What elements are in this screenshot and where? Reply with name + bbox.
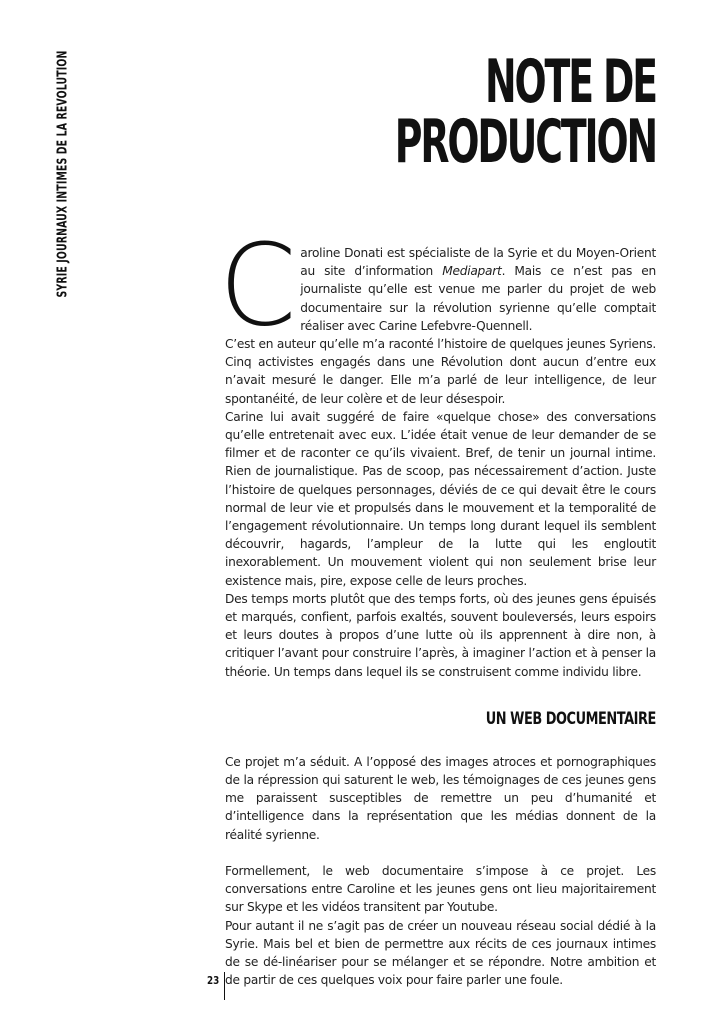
section-paragraph: Ce projet m’a séduit. A l’opposé des images atroces et pornographiques de la répression qui saturent le web, les témoignages de ces jeunes gens me paraissent susceptibles de remettre un peu d’humanité et d’intelligence dans la représentation que les médias donnent de la réalité syrienne.	[225, 754, 656, 842]
body-paragraph: C’est en auteur qu’elle m’a raconté l’histoire de quelques jeunes Syriens. Cinq activistes engagés dans une Révolution dont aucun d’entre eux n’avait mesuré le danger. Elle m’a parlé de leur intelligence, de leur spontanéité, de leur colère et de leur désespoir.	[225, 337, 656, 406]
page-number-rule	[224, 972, 225, 1000]
article-body	[219, 220, 656, 989]
drop-cap: C	[219, 220, 297, 353]
page-title-line-2: PRODUCTION	[394, 107, 656, 177]
running-header-vertical	[55, 50, 71, 298]
section-paragraph: Formellement, le web documentaire s’impose à ce projet. Les conversations entre Caroline et les jeunes gens ont lieu majoritairement sur Skype et les vidéos transitent par Youtube.	[225, 863, 656, 915]
body-paragraph: Des temps morts plutôt que des temps forts, où des jeunes gens épuisés et marqués, confient, parfois exaltés, souvent bouleversés, leurs espoirs et leurs doutes à propos d’une lutte où ils apprennent à dire non, à critiquer l’avant pour construire l’après, à imaginer l’action et à penser la théorie. Un temps dans lequel ils se construisent comme individu libre.	[225, 591, 656, 679]
running-header-text: SYRIE JOURNAUX INTIMES DE LA REVOLUTION	[55, 50, 71, 298]
intro-paragraph	[219, 220, 656, 353]
publication-name: Mediapart	[442, 264, 502, 279]
section-paragraph: Pour autant il ne s’agit pas de créer un nouveau réseau social dédié à la Syrie. Mais bel et bien de permettre aux récits de ces journaux intimes de se dé-linéariser pour se mélanger et se répondre. Notre ambition et de partir de ces quelques voix pour faire parler une foule.	[225, 918, 656, 988]
page-title	[362, 47, 656, 177]
intro-text-rest: . Mais ce n’est pas en journaliste qu’elle est venue me parler du projet de web documentaire sur la révolution syrienne qu’elle comptait réaliser avec Carine Lefebvre-Quennell.	[300, 264, 656, 333]
page-title-line-1: NOTE DE	[485, 47, 656, 117]
paragraph-spacer	[225, 844, 656, 862]
body-paragraph: Carine lui avait suggéré de faire «quelque chose» des conversations qu’elle entretenait avec eux. L’idée était venue de leur demander de se filmer et de raconter ce qu’ils vivaient. Bref, de tenir un journal intime. Rien de journalistique. Pas de scoop, pas nécessairement d’action. Juste l’histoire de quelques personnages, déviés de ce qui devait être le cours normal de leur vie et propulsés dans le mouvement et la temporalité de l’engagement révolutionnaire. Un temps long durant lequel ils semblent découvrir, hagards, l’ampleur de la lutte qui les engloutit inexorablement. Un mouvement violent qui non seulement brise leur existence mais, pire, expose celle de leurs proches.	[225, 409, 656, 588]
section-heading	[225, 709, 656, 729]
section-heading-text: UN WEB DOCUMENTAIRE	[485, 708, 656, 729]
intro-text: aroline Donati est spécialiste de la Syrie et du Moyen-Orient au site d’information	[300, 246, 656, 279]
page-number: 23	[207, 974, 220, 987]
